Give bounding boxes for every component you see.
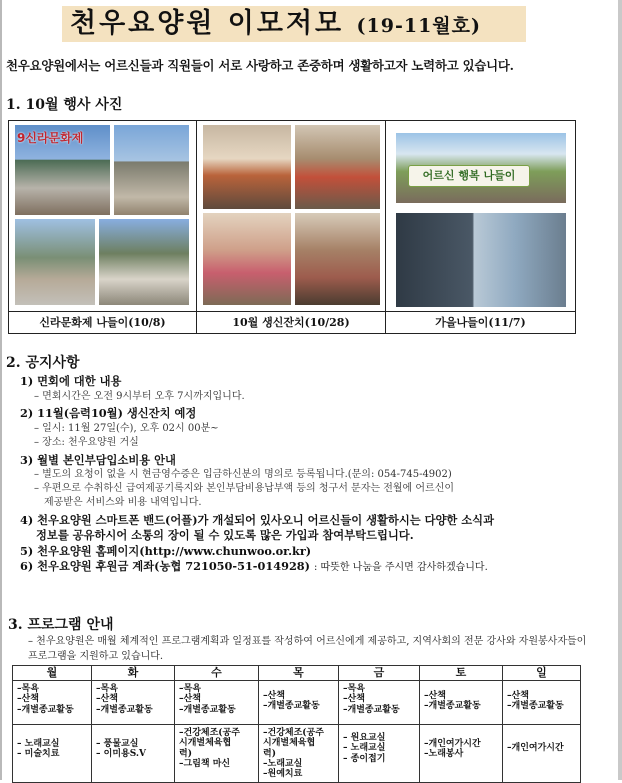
schedule-entry: – 미술치료 [17,749,60,760]
notice-line: 정보를 공유하시어 소통의 장이 될 수 있도록 많은 가입과 참여부탁드립니다. [36,528,414,543]
photo [114,125,189,215]
schedule-entry: –산책 [96,694,118,705]
schedule-entry: –원예치료 [263,769,303,780]
table-row [13,725,581,783]
notice-item-title: 4) 천우요양원 스마트폰 밴드(어플)가 개설되어 있사오니 어르신들이 생활하시는 다양한 소식과 [20,512,494,527]
photo [295,125,380,209]
notice-item-title [20,559,580,575]
schedule-entry: –개별종교활동 [343,704,400,715]
schedule-entry: –목욕 [179,684,201,694]
schedule-cell [503,725,581,783]
notice-item-title: 2) 11월(음력10월) 생신잔치 예정 [20,406,197,421]
schedule-entry: –개별종교활동 [179,704,236,715]
day-header: 수 [175,666,259,681]
schedule-entry: 시개별체육협 [179,738,232,749]
section-program-heading: 3. 프로그램 안내 [8,617,114,633]
notice-line: – 별도의 요청이 없을 시 현금영수증은 입금하신분의 명의로 등록됩니다.(문의: 054-745-4902) [34,469,452,481]
schedule-entry: –개별종교활동 [424,701,481,712]
photo-caption: 10월 생신잔치(10/28) [197,311,386,333]
issue-number: (19-11월호) [356,15,482,37]
day-header: 목 [259,666,339,681]
schedule-entry: –목욕 [343,684,365,694]
day-header: 화 [92,666,175,681]
schedule-cell [259,725,339,783]
day-header: 토 [420,666,503,681]
photo-cell-autumn [386,121,575,311]
schedule-cell [339,681,420,725]
schedule-cell [92,681,175,725]
schedule-cell [13,681,92,725]
schedule-entry: –목욕 [17,684,39,694]
schedule-entry: –건강체조(공주 [179,728,240,738]
schedule-cell [92,725,175,783]
photo-table [8,120,576,334]
schedule-entry: –개인여가시간 [507,743,564,753]
schedule-entry: – 풍물교실 [96,739,139,749]
photo-banner-text: 9신라문화제 [17,131,84,145]
photo [99,219,189,305]
photo [15,219,95,305]
notice-list [20,374,580,575]
schedule-entry: –산책 [179,694,201,705]
schedule-entry: –노래교실 [263,759,303,770]
schedule-entry: –개별종교활동 [17,704,74,715]
schedule-entry: – 노래교실 [343,743,386,754]
schedule-cell [339,725,420,783]
notice-line: – 장소: 천우요양원 거실 [34,436,139,448]
schedule-entry: – 이미용S.V [96,749,147,760]
section-notice-heading: 2. 공지사항 [6,355,80,371]
photo [203,125,291,209]
title-text: 천우요양원 이모저모 [70,8,345,39]
scrollbar[interactable] [618,0,622,780]
window-left-edge [0,0,2,780]
notice-line: 제공받은 서비스와 비용 내역입니다. [44,496,202,508]
photo-sign-text: 어르신 행복 나들이 [408,165,530,187]
schedule-entry: –건강체조(공주 [263,728,324,738]
schedule-entry: –개인여가시간 [424,739,481,749]
schedule-cell [175,681,259,725]
section-events-heading: 1. 10월 행사 사진 [6,97,123,113]
schedule-entry: 시개별체육협 [263,738,316,749]
schedule-entry: –산책 [507,691,529,701]
account-text: 6) 천우요양원 후원금 계좌(농협 721050-51-014928) [20,559,311,574]
photo [396,213,566,307]
notice-line: – 면회시간은 오전 9시부터 오후 7시까지입니다. [34,390,245,402]
account-tail: : 따뜻한 나눔을 주시면 감사하겠습니다. [313,562,488,574]
schedule-entry: – 원요교실 [343,733,386,743]
day-header-row [13,666,581,681]
photo-caption: 신라문화제 나들이(10/8) [9,311,197,333]
schedule-entry: 력) [179,748,192,759]
schedule-entry: –그림책 마신 [179,759,231,770]
intro-text: 천우요양원에서는 어르신들과 직원들이 서로 사랑하고 존중하며 생활하고자 노력하고 있습니다. [6,58,514,73]
program-description: – 천우요양원은 매월 체계적인 프로그램계획과 일정표를 작성하여 어르신에게 제공하고, 지역사회의 전문 강사와 자원봉사자들이 프로그램을 지원하고 있습니다. [28,636,587,662]
schedule-entry: –산책 [343,694,365,705]
schedule-cell [420,681,503,725]
photo [295,213,380,305]
schedule-entry: –산책 [17,694,39,705]
photo [203,213,291,305]
notice-item-title[interactable]: 5) 천우요양원 홈페이지(http://www.chunwoo.or.kr) [20,543,312,558]
schedule-entry: – 종이접기 [343,753,386,764]
notice-line: – 일시: 11월 27일(수), 오후 02시 00분~ [34,422,219,434]
table-row [13,681,581,725]
day-header: 일 [503,666,581,681]
schedule-entry: –산책 [424,691,446,701]
notice-item-title: 1) 면회에 대한 내용 [20,374,122,388]
schedule-entry: –노래봉사 [424,749,464,760]
schedule-entry: –개별종교활동 [507,701,564,712]
photo-caption: 가을나들이(11/7) [386,311,575,333]
schedule-entry: –개별종교활동 [96,704,153,715]
schedule-entry: –산책 [263,691,285,701]
page-title [70,7,481,41]
photo-cell-silla [9,121,197,311]
schedule-cell [175,725,259,783]
notice-item-title: 3) 월별 본인부담입소비용 안내 [20,452,176,467]
schedule-cell [259,681,339,725]
day-header: 월 [13,666,92,681]
schedule-entry: –목욕 [96,684,118,694]
schedule-entry: 력) [263,748,276,759]
program-schedule-table [12,665,581,783]
schedule-entry: – 노래교실 [17,739,60,749]
schedule-cell [13,725,92,783]
schedule-cell [420,725,503,783]
notice-line: – 우편으로 수취하신 급여제공기록지와 본인부담비용납부액 등의 청구서 문자는 전월에 어르신이 [34,482,455,494]
day-header: 금 [339,666,420,681]
schedule-cell [503,681,581,725]
photo-cell-birthday [197,121,386,311]
schedule-entry: –개별종교활동 [263,701,320,712]
